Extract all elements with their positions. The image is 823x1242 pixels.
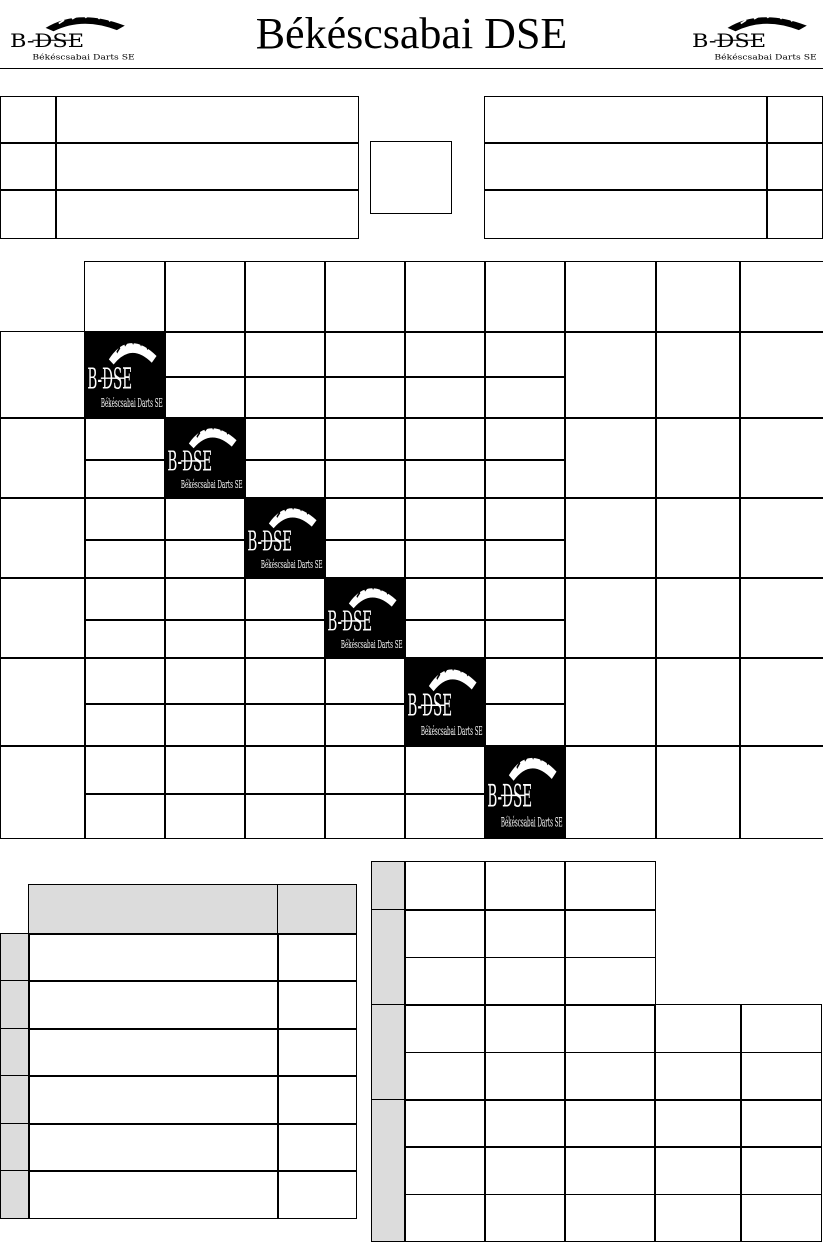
schedule-match: [404, 1194, 486, 1242]
stat-value: [739, 417, 823, 499]
match-score: [404, 417, 486, 461]
match-score: [244, 331, 326, 378]
match-points: [484, 619, 566, 659]
column-header: [324, 261, 406, 333]
stat-header: [655, 261, 741, 333]
stat-value: [739, 657, 823, 747]
row-header: [0, 577, 86, 659]
svg-text:Békéscsabai Darts SE: Békéscsabai Darts SE: [180, 479, 243, 492]
svg-text:Békéscsabai Darts SE: Békéscsabai Darts SE: [340, 639, 403, 652]
match-score: [164, 497, 246, 541]
svg-text:B-DSE: B-DSE: [327, 606, 373, 639]
match-points: [324, 793, 406, 839]
match-points: [244, 619, 326, 659]
table-number: [370, 141, 452, 214]
schedule-match: [404, 1052, 486, 1101]
svg-text:Békéscsabai Darts SE: Békéscsabai Darts SE: [100, 396, 163, 412]
stat-value: [655, 657, 741, 747]
match-score: [84, 577, 166, 621]
player-number: [0, 142, 57, 191]
stat-value: [655, 745, 741, 839]
match-score: [244, 745, 326, 795]
row-header: [0, 745, 86, 839]
player-number: [766, 142, 823, 191]
ranking-position: [0, 1075, 30, 1125]
column-header: [404, 261, 486, 333]
stat-value: [564, 657, 657, 747]
page-title: Békéscsabai DSE: [255, 9, 568, 58]
match-points: [484, 376, 566, 419]
schedule-group-label: [371, 909, 406, 1006]
match-score: [484, 577, 566, 621]
schedule-match: [484, 1146, 566, 1195]
match-points: [244, 703, 326, 747]
player-name: [484, 142, 768, 191]
diagonal-logo: [324, 577, 406, 659]
schedule-match: [484, 957, 566, 1006]
svg-text:Békéscsabai Darts SE: Békéscsabai Darts SE: [714, 52, 817, 63]
schedule-group-label: [371, 1099, 406, 1242]
diagonal-logo: [164, 417, 246, 499]
svg-text:Békéscsabai Darts SE: Békéscsabai Darts SE: [260, 559, 323, 572]
schedule-match: [564, 1052, 656, 1101]
match-score: [324, 417, 406, 461]
diagonal-logo: [84, 331, 166, 419]
match-points: [324, 539, 406, 579]
column-header: [244, 261, 326, 333]
match-points: [484, 539, 566, 579]
match-points: [324, 459, 406, 499]
ranking-position: [0, 1170, 30, 1219]
stat-value: [739, 745, 823, 839]
svg-text:B-DSE: B-DSE: [9, 29, 85, 52]
table-label: [359, 100, 484, 138]
match-points: [244, 376, 326, 419]
match-score: [164, 331, 246, 378]
match-points: [404, 793, 486, 839]
schedule-match: [740, 1099, 822, 1148]
player-number: [0, 189, 57, 239]
ranking-points: [277, 1123, 357, 1172]
stat-value: [564, 577, 657, 659]
stat-value: [655, 331, 741, 419]
match-points: [324, 376, 406, 419]
schedule-match: [484, 861, 566, 911]
schedule-match: [740, 1052, 822, 1101]
match-score: [164, 745, 246, 795]
match-points: [404, 376, 486, 419]
schedule-match: [654, 1052, 742, 1101]
diagonal-logo: [484, 745, 566, 839]
player-name: [55, 142, 359, 191]
schedule-match: [564, 1099, 656, 1148]
match-points: [324, 703, 406, 747]
stat-value: [655, 497, 741, 579]
row-header: [0, 331, 86, 419]
ranking-header-points: [277, 884, 357, 935]
column-header: [484, 261, 566, 333]
ranking-name: [28, 1123, 279, 1172]
match-score: [324, 657, 406, 705]
column-header: [164, 261, 246, 333]
match-score: [404, 577, 486, 621]
svg-text:B-DSE: B-DSE: [87, 362, 133, 397]
schedule-group-label: [371, 861, 406, 911]
match-score: [84, 417, 166, 461]
match-score: [244, 417, 326, 461]
schedule-match: [564, 861, 656, 911]
svg-text:B-DSE: B-DSE: [487, 777, 533, 815]
match-score: [404, 745, 486, 795]
schedule-match: [404, 861, 486, 911]
match-points: [244, 459, 326, 499]
ranking-points: [277, 1170, 357, 1219]
row-header: [0, 417, 86, 499]
ranking-header-name: [28, 884, 279, 935]
match-points: [84, 459, 166, 499]
svg-text:Békéscsabai Darts SE: Békéscsabai Darts SE: [420, 724, 483, 739]
stat-value: [564, 497, 657, 579]
player-name: [484, 189, 768, 239]
schedule-match: [740, 1146, 822, 1195]
ranking-points: [277, 933, 357, 982]
club-logo-right: [688, 10, 820, 66]
player-number: [766, 96, 823, 144]
schedule-match: [404, 1146, 486, 1195]
match-score: [84, 745, 166, 795]
match-points: [164, 539, 246, 579]
schedule-match: [484, 1194, 566, 1242]
stat-value: [564, 745, 657, 839]
ranking-position: [0, 1123, 30, 1172]
match-score: [244, 577, 326, 621]
schedule-match: [564, 1194, 656, 1242]
match-points: [404, 459, 486, 499]
schedule-match: [484, 1099, 566, 1148]
match-score: [84, 497, 166, 541]
match-score: [84, 657, 166, 705]
match-points: [164, 793, 246, 839]
column-header: [84, 261, 166, 333]
ranking-name: [28, 1028, 279, 1077]
diagonal-logo: [404, 657, 486, 747]
stat-value: [655, 577, 741, 659]
stat-value: [564, 331, 657, 419]
match-score: [324, 331, 406, 378]
schedule-match: [740, 1194, 822, 1242]
match-points: [484, 459, 566, 499]
ranking-points: [277, 1075, 357, 1125]
row-header: [0, 657, 86, 747]
match-score: [484, 657, 566, 705]
svg-text:B-DSE: B-DSE: [247, 526, 293, 559]
player-name: [55, 96, 359, 144]
schedule-match: [564, 1004, 656, 1053]
stat-value: [655, 417, 741, 499]
match-points: [404, 619, 486, 659]
svg-text:B-DSE: B-DSE: [691, 29, 767, 52]
stat-header: [564, 261, 657, 333]
svg-text:Békéscsabai Darts SE: Békéscsabai Darts SE: [32, 52, 135, 63]
match-score: [484, 331, 566, 378]
player-name: [484, 96, 768, 144]
stat-value: [739, 577, 823, 659]
ranking-points: [277, 1028, 357, 1077]
diagonal-logo: [244, 497, 326, 579]
schedule-match: [564, 1146, 656, 1195]
match-score: [404, 497, 486, 541]
match-points: [84, 539, 166, 579]
match-score: [404, 331, 486, 378]
ranking-position: [0, 933, 30, 982]
svg-text:B-DSE: B-DSE: [407, 689, 453, 724]
match-points: [164, 703, 246, 747]
schedule-match: [484, 1004, 566, 1053]
match-points: [404, 539, 486, 579]
schedule-match: [740, 1004, 822, 1053]
ranking-position: [0, 1028, 30, 1077]
match-points: [84, 793, 166, 839]
match-score: [164, 657, 246, 705]
ranking-name: [28, 1075, 279, 1125]
stat-value: [564, 417, 657, 499]
svg-text:Békéscsabai Darts SE: Békéscsabai Darts SE: [500, 816, 563, 831]
schedule-match: [654, 1146, 742, 1195]
schedule-match: [484, 1052, 566, 1101]
schedule-match: [404, 1099, 486, 1148]
match-score: [324, 745, 406, 795]
schedule-match: [564, 957, 656, 1006]
match-points: [84, 619, 166, 659]
stat-value: [739, 497, 823, 579]
match-points: [84, 703, 166, 747]
match-points: [164, 619, 246, 659]
schedule-group-label: [371, 1004, 406, 1101]
schedule-match: [654, 1099, 742, 1148]
match-score: [164, 577, 246, 621]
schedule-match: [654, 1194, 742, 1242]
stat-header: [739, 261, 823, 333]
schedule-match: [564, 909, 656, 958]
ranking-points: [277, 980, 357, 1030]
match-score: [244, 657, 326, 705]
row-header: [0, 497, 86, 579]
schedule-match: [404, 1004, 486, 1053]
match-score: [484, 417, 566, 461]
player-number: [0, 96, 57, 144]
svg-text:B-DSE: B-DSE: [167, 446, 213, 479]
schedule-match: [404, 957, 486, 1006]
schedule-match: [484, 909, 566, 958]
schedule-match: [654, 1004, 742, 1053]
match-score: [324, 497, 406, 541]
player-number: [766, 189, 823, 239]
schedule-match: [404, 909, 486, 958]
ranking-name: [28, 933, 279, 982]
ranking-name: [28, 1170, 279, 1219]
stat-value: [739, 331, 823, 419]
ranking-position: [0, 980, 30, 1030]
player-name: [55, 189, 359, 239]
header-divider: [0, 68, 823, 69]
match-points: [244, 793, 326, 839]
match-points: [484, 703, 566, 747]
match-score: [484, 497, 566, 541]
ranking-name: [28, 980, 279, 1030]
match-points: [164, 376, 246, 419]
